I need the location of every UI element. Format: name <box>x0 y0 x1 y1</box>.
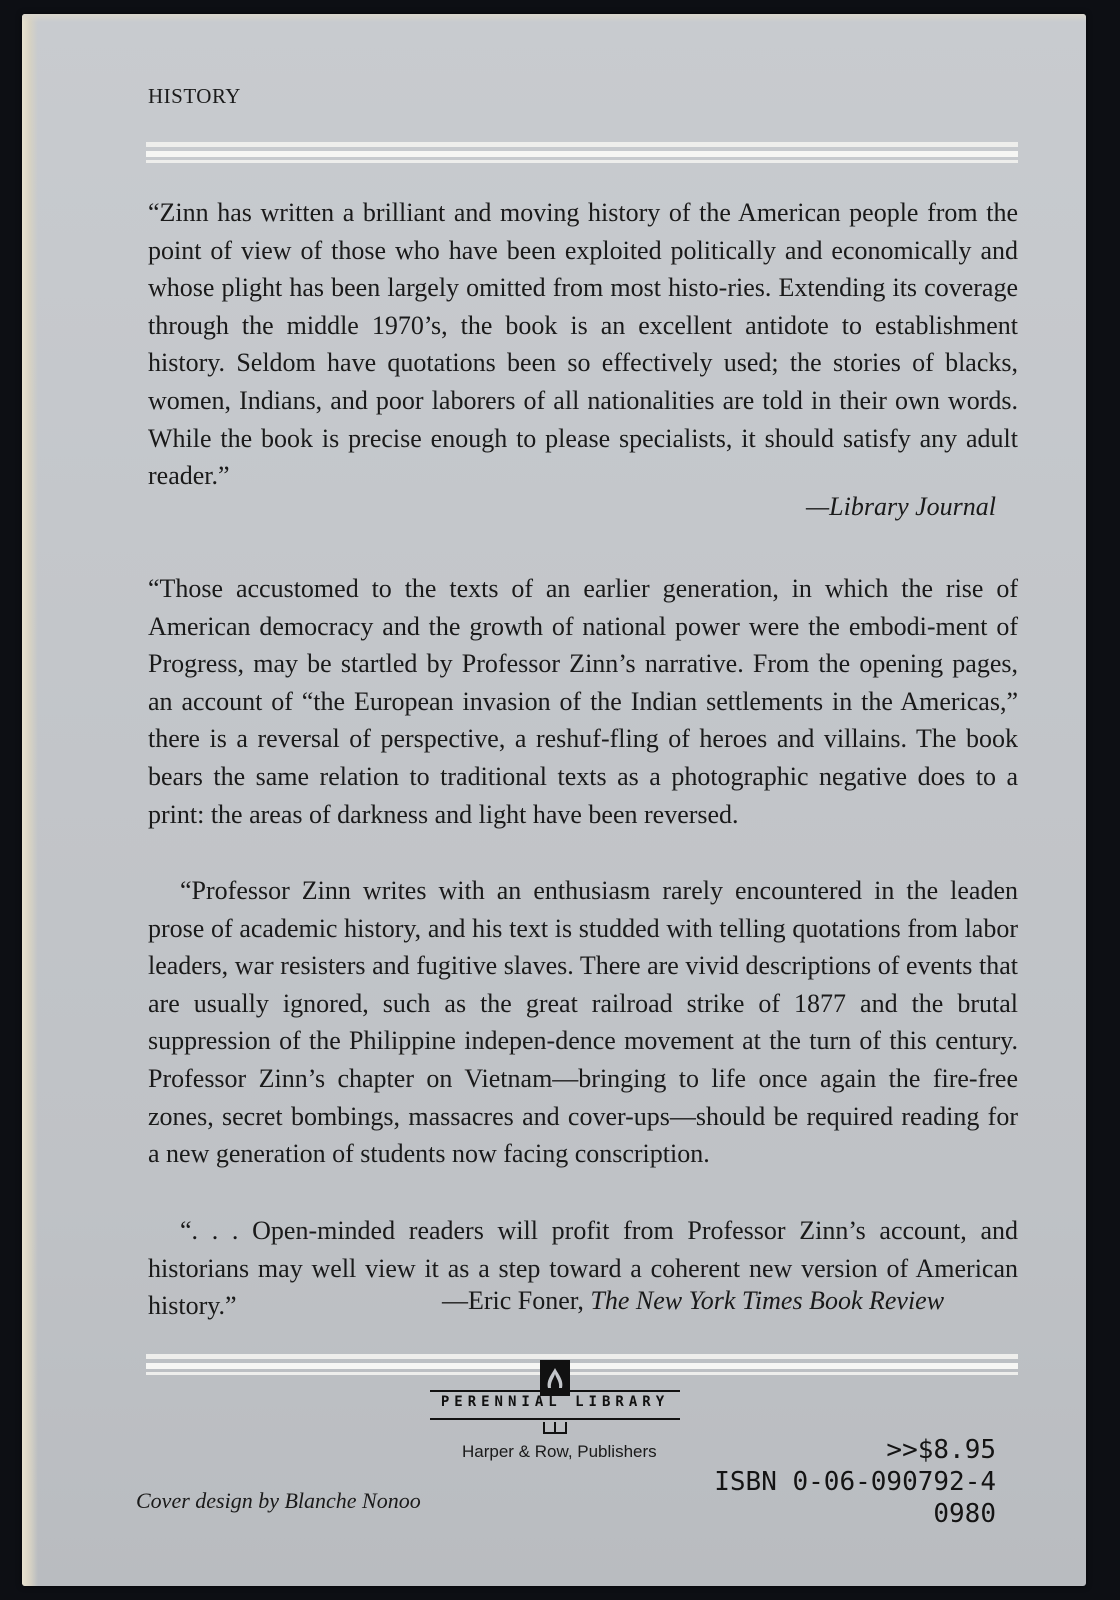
review-foner-paragraph-1: “Those accustomed to the texts of an earlier generation, in which the rise of American democracy and the growth of national power were the embodi-ment of Progress, may be startled by Professor Zinn’s narrative. From the opening pages, an account of “the European invasion of the Indian settlements in the Americas,” there is a reversal of perspective, a reshuf-fling of heroes and villains. The book bears the same relation to traditional texts as a photographic negative does to a print: the areas of darkness and light have been reversed. <box>148 574 1018 829</box>
category-label: HISTORY <box>148 84 241 108</box>
attribution-foner-publication: The New York Times Book Review <box>590 1286 945 1315</box>
cover-design-credit: Cover design by Blanche Nonoo <box>136 1488 421 1513</box>
isbn: ISBN 0-06-090792-4 <box>714 1467 996 1497</box>
review-library-journal: “Zinn has written a brilliant and moving history of the American people from the point of view of those who have been exploited politically and economically and whose plight has been largely omitted from most histo-ries. Extending its coverage through the middle 1970’s, the book is an excellent antidote to establishment history. Seldom have quotations been so effectively used; the stories of blacks, women, Indians, and poor laborers of all nationalities are told in their own words. While the book is precise enough to please specialists, it should satisfy any adult reader.” <box>148 198 1018 491</box>
logo-text: PERENNIAL LIBRARY <box>440 1394 670 1410</box>
catalog-code: 0980 <box>933 1499 996 1529</box>
top-divider <box>146 142 1018 164</box>
price-block <box>714 1434 996 1530</box>
review-foner-paragraph-2: “Professor Zinn writes with an enthusiasm rarely encountered in the leaden prose of academic history, and his text is studded with telling quotations from labor leaders, war resisters and fugitive slaves. There are vivid descriptions of events that are usually ignored, such as the great railroad strike of 1877 and the brutal suppression of the Philippine indepen-dence movement at the turn of this century. Professor Zinn’s chapter on Vietnam—bringing to life once again the fire-free zones, secret bombings, massacres and cover-ups—should be required reading for a new generation of students now facing conscription. <box>148 876 1018 1169</box>
attribution-library-journal: —Library Journal <box>806 492 996 521</box>
logo-rule-top <box>430 1390 680 1392</box>
attribution-foner <box>442 1286 944 1316</box>
review-foner-paragraph-3: “. . . Open-minded readers will profit from Professor Zinn’s account, and historians may well view it as a step toward a coherent new version of American history.” <box>148 1216 1018 1321</box>
logo-rule-bottom <box>430 1418 680 1420</box>
publisher-name: Harper & Row, Publishers <box>462 1442 657 1461</box>
worn-edge <box>22 14 38 1586</box>
worn-top-edge <box>22 14 1086 22</box>
attribution-foner-name: —Eric Foner, <box>442 1286 591 1315</box>
perennial-library-logo <box>430 1360 680 1450</box>
price: >>$8.95 <box>886 1435 996 1465</box>
book-back-cover <box>22 14 1086 1586</box>
